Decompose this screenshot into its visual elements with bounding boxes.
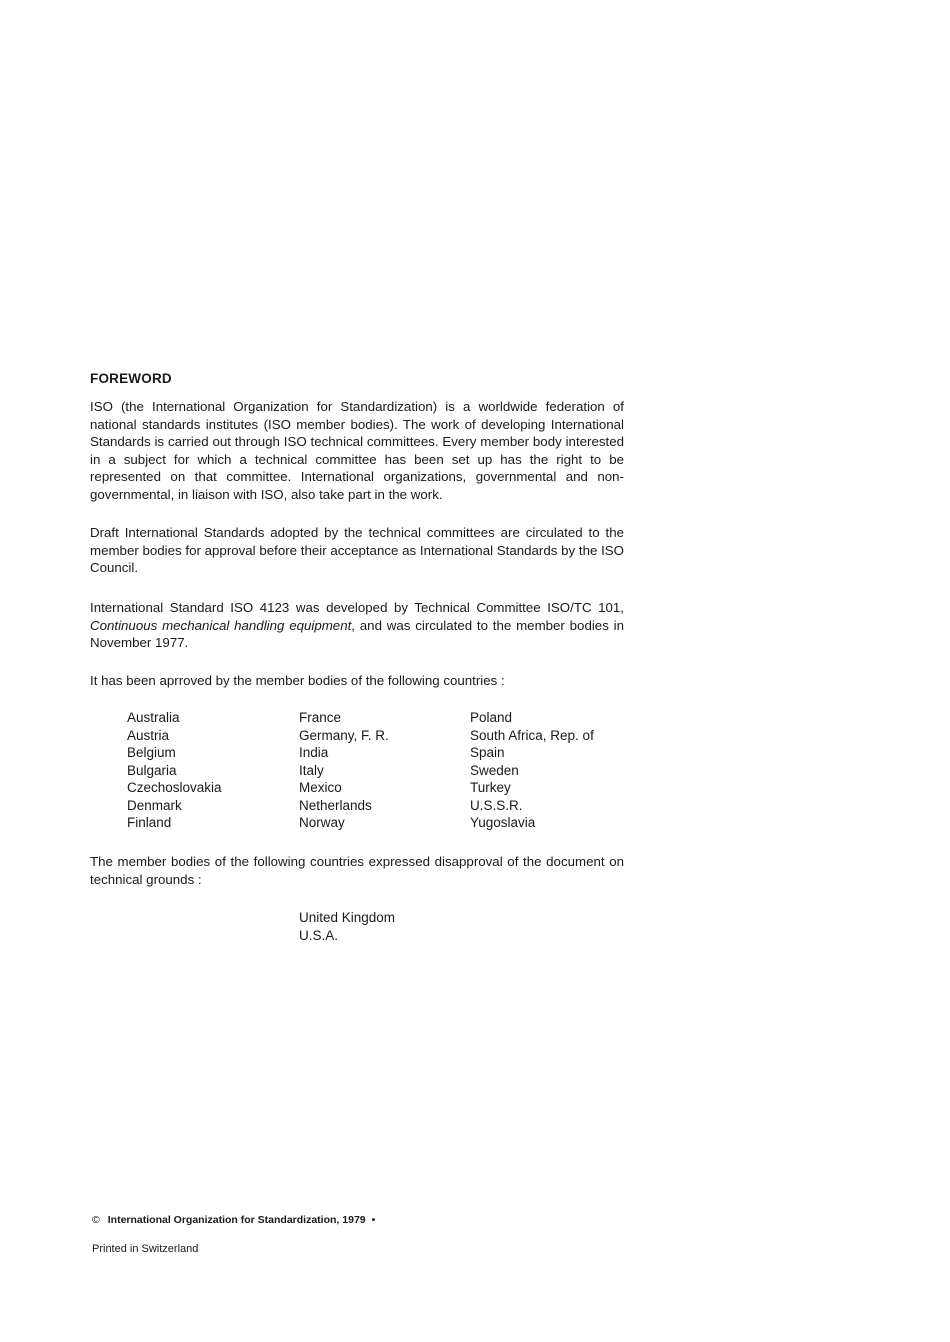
foreword-paragraph-draft-standards: Draft International Standards adopted by the technical committees are circulated to the member bodies for approval before their acceptance as International Standards by the ISO Council.: [90, 525, 624, 576]
country-item: South Africa, Rep. of: [470, 727, 594, 743]
foreword-paragraph-iso-intro: ISO (the International Organization for Standardization) is a worldwide federation of national standards institutes (ISO member bodies). The work of developing International Standards is carried out through ISO technical committees. Every member body interested in a subject for which a technical committee has been set up has the right to be represented on that committee. International organizations, governmental and non-governmental, in liaison with ISO, also take part in the work.: [90, 399, 624, 502]
approving-countries-column-1: [127, 709, 222, 832]
country-item: Poland: [470, 710, 513, 725]
foreword-paragraph-iso-4123: [90, 599, 624, 652]
paragraph3-start: International Standard ISO 4123 was developed by Technical Committee ISO/TC 101,: [90, 600, 624, 615]
copyright-text: International Organization for Standardization, 1979: [107, 1214, 366, 1226]
country-item: France: [299, 710, 342, 725]
country-item: Finland: [127, 815, 172, 830]
country-item: Sweden: [470, 762, 519, 778]
country-item: Yugoslavia: [470, 815, 536, 830]
approving-countries-column-2: [299, 709, 389, 832]
country-item: Norway: [299, 815, 345, 830]
copyright-bullet: •: [371, 1214, 376, 1226]
country-item: Mexico: [299, 780, 342, 795]
copyright-notice: [92, 1214, 375, 1226]
approving-countries-column-3: [470, 709, 594, 832]
foreword-heading: FOREWORD: [90, 371, 172, 386]
foreword-paragraph-approval: It has been aprroved by the member bodies of the following countries :: [90, 673, 505, 688]
country-item: Italy: [299, 762, 324, 778]
country-item: Germany, F. R.: [299, 727, 389, 743]
country-item: U.S.A.: [299, 927, 339, 943]
country-item: Netherlands: [299, 797, 372, 813]
disapproving-countries-list: [299, 909, 395, 944]
printed-in-notice: Printed in Switzerland: [92, 1243, 199, 1255]
committee-title: Continuous mechanical handling equipment: [90, 617, 352, 633]
country-item: Austria: [127, 727, 170, 743]
country-item: Spain: [470, 745, 505, 760]
country-item: Australia: [127, 710, 180, 725]
country-item: India: [299, 745, 329, 760]
country-item: Turkey: [470, 780, 511, 795]
country-item: United Kingdom: [299, 910, 396, 925]
country-item: U.S.S.R.: [470, 797, 523, 813]
country-item: Belgium: [127, 745, 176, 760]
country-item: Bulgaria: [127, 762, 177, 778]
country-item: Czechoslovakia: [127, 780, 222, 795]
foreword-paragraph-disapproval: The member bodies of the following countries expressed disapproval of the document on technical grounds :: [90, 854, 624, 887]
copyright-symbol: ©: [92, 1214, 100, 1226]
country-item: Denmark: [127, 797, 182, 813]
paragraph3-end: , and was circulated to the member bodies in November 1977.: [90, 617, 624, 651]
